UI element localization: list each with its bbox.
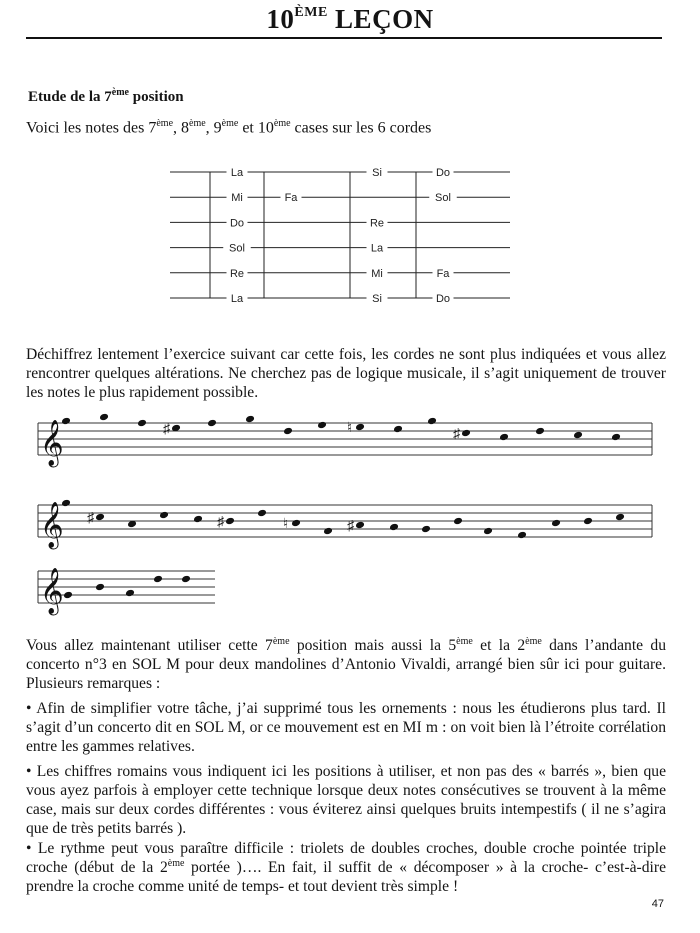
fret-note-label: Mi [371,267,383,280]
note-head [611,433,621,442]
sharp-icon: ♯ [163,420,170,436]
fret-note-label: Re [369,217,385,230]
note-head [389,523,399,532]
note-head [499,433,509,442]
note-head [95,513,105,522]
note-head [99,413,109,422]
fret-note-label: La [230,293,244,305]
sharp-icon: ♯ [347,517,354,533]
fret-note-label: Sol [435,192,451,205]
fret-note-label: Re [229,267,245,280]
note-head [63,591,73,600]
treble-clef-icon: 𝄞 [40,421,64,465]
bullet-ornaments: • Afin de simplifier votre tâche, j’ai supprimé tous les ornements : nous les étudierons plus tard. Il s’agit d’un concerto dit en SOL M, or ce mouvement est en MI m : on voit bien là l’étroite corrélation entre les gammes relatives. [26,700,666,755]
sharp-icon: ♯ [217,513,224,529]
page-number: 47 [651,898,664,910]
bullet-roman-numerals: • Les chiffres romains vous indiquent ici les positions à utiliser, et non pas des « barrés », bien que vous ayez parfois à employer cette technique lorsque deux notes consécutives se trouvent à la même case, mais sur deux cordes différentes : vous éviterez ainsi quelques bruits intempestifs ( il ne s’agira que de très petits barrés ). [26,763,666,837]
bullet-rhythm: • Le rythme peut vous paraître difficile : triolets de doubles croches, double croche pointée triple croche (début de la 2ème portée )…. En fait, il suffit de « décomposer » à la croche- c’est-à-dire prendre la croche comme unité de temps- et tout devient très simple ! [26,840,666,895]
paragraph-exercise: Déchiffrez lentement l’exercice suivant car cette fois, les cordes ne sont plus indiquées et vous allez rencontrer quelques altérations. Ne cherchez pas de logique musicale, il s’agit uniquement de trouver les notes le plus rapidement possible. [26,346,666,401]
note-head [573,431,583,440]
fret-note-label: Si [372,167,382,179]
note-head [317,421,327,430]
note-head [95,583,105,592]
treble-clef-icon: 𝄞 [40,503,64,547]
note-head [207,419,217,428]
music-exercise [0,408,700,633]
fret-note-label: La [230,167,244,179]
note-head [461,429,471,438]
note-head [535,427,545,436]
note-head [483,527,493,536]
note-head [517,531,527,540]
note-head [393,425,403,434]
fret-note-label: Mi [231,192,243,205]
fret-note-label: Do [229,217,245,230]
note-head [137,419,147,428]
note-head [159,511,169,520]
natural-icon: ♮ [283,515,289,531]
note-head [193,515,203,524]
natural-icon: ♮ [347,419,353,435]
note-head [291,519,301,528]
note-head [245,415,255,424]
fret-note-label: Si [372,293,382,305]
note-head [583,517,593,526]
note-head [453,517,463,526]
fret-note-label: La [370,242,384,255]
note-head [283,427,293,436]
note-head [225,517,235,526]
fret-note-label: Sol [229,242,245,255]
sharp-icon: ♯ [453,425,460,441]
fret-note-label: Do [435,167,451,179]
note-head [551,519,561,528]
paragraph-andante: Vous allez maintenant utiliser cette 7ème position mais aussi la 5ème et la 2ème dans l’andante du concerto n°3 en SOL M pour deux mandolines d’Antonio Vivaldi, arrangé bien sûr ici pour guitare. Plusieurs remarques : [26,635,667,692]
fret-note-label: Fa [436,267,450,280]
note-head [257,509,267,518]
note-head [615,513,625,522]
note-head [427,417,437,426]
title-rule [26,37,662,39]
fret-note-label: Do [435,293,451,305]
treble-clef-icon: 𝄞 [40,569,64,613]
note-head [153,575,163,584]
note-head [125,589,135,598]
fretboard-diagram [160,160,530,308]
page-title: 10ÈME LEÇON [266,4,434,34]
note-head [355,521,365,530]
intro-text: Voici les notes des 7ème, 8ème, 9ème et 10ème cases sur les 6 cordes [26,118,432,137]
section-heading: Etude de la 7ème position [28,87,184,105]
note-head [181,575,191,584]
note-head [421,525,431,534]
fret-note-label: Fa [284,192,298,205]
sharp-icon: ♯ [87,509,94,525]
note-head [355,423,365,432]
note-head [323,527,333,536]
